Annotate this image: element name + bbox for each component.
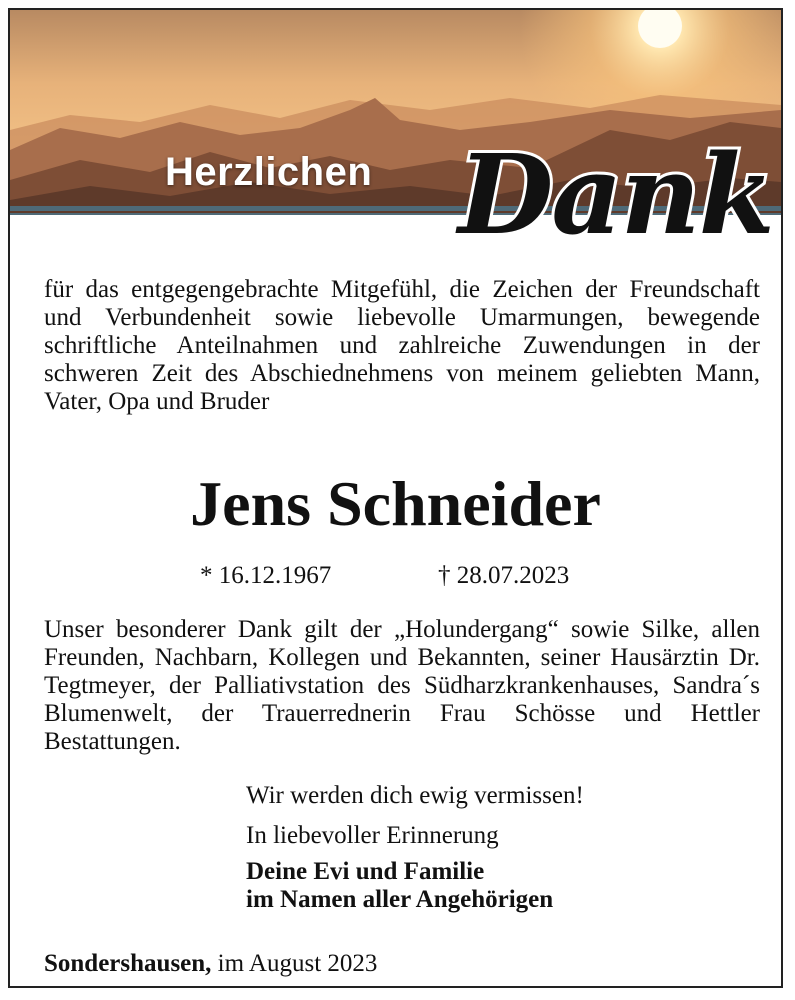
header-word-dank: Dank: [458, 130, 773, 259]
birth-date: * 16.12.1967: [200, 562, 332, 589]
deceased-name: Jens Schneider: [190, 468, 601, 539]
header-word-herzlichen: Herzlichen: [165, 150, 373, 194]
intro-paragraph: für das entgegengebrachte Mitgefühl, die Zeichen der Freundschaft und Verbundenheit sowie liebevolle Umarmungen, bewegende schriftliche Anteilnahmen und zahlreiche Zuwendungen in der schweren Zeit des Abschiednehmens von meinem geliebten Mann, Vater, Opa und Bruder: [44, 276, 760, 415]
thanks-paragraph: Unser besonderer Dank gilt der „Holundergang“ sowie Silke, allen Freunden, Nachbarn, Kollegen und Bekannten, seiner Hausärztin Dr. Tegtmeyer, der Palliativstation des Südharzkrankenhauses, Sandra´s Blumenwelt, der Trauerrednerin Frau Schösse und Hettler Bestattungen.: [44, 616, 760, 755]
obituary-card: [8, 8, 783, 988]
closing-line-miss: Wir werden dich ewig vermissen!: [246, 782, 584, 809]
closing-line-remembrance: In liebevoller Erinnerung: [246, 822, 499, 849]
closing-line-family: Deine Evi und Familie: [246, 858, 485, 885]
closing-line-relatives: im Namen aller Angehörigen: [246, 886, 554, 913]
death-date: † 28.07.2023: [438, 562, 570, 589]
footer-place: Sondershausen,: [44, 950, 212, 977]
footer-place-date: [44, 950, 377, 978]
footer-date: im August 2023: [217, 950, 378, 977]
